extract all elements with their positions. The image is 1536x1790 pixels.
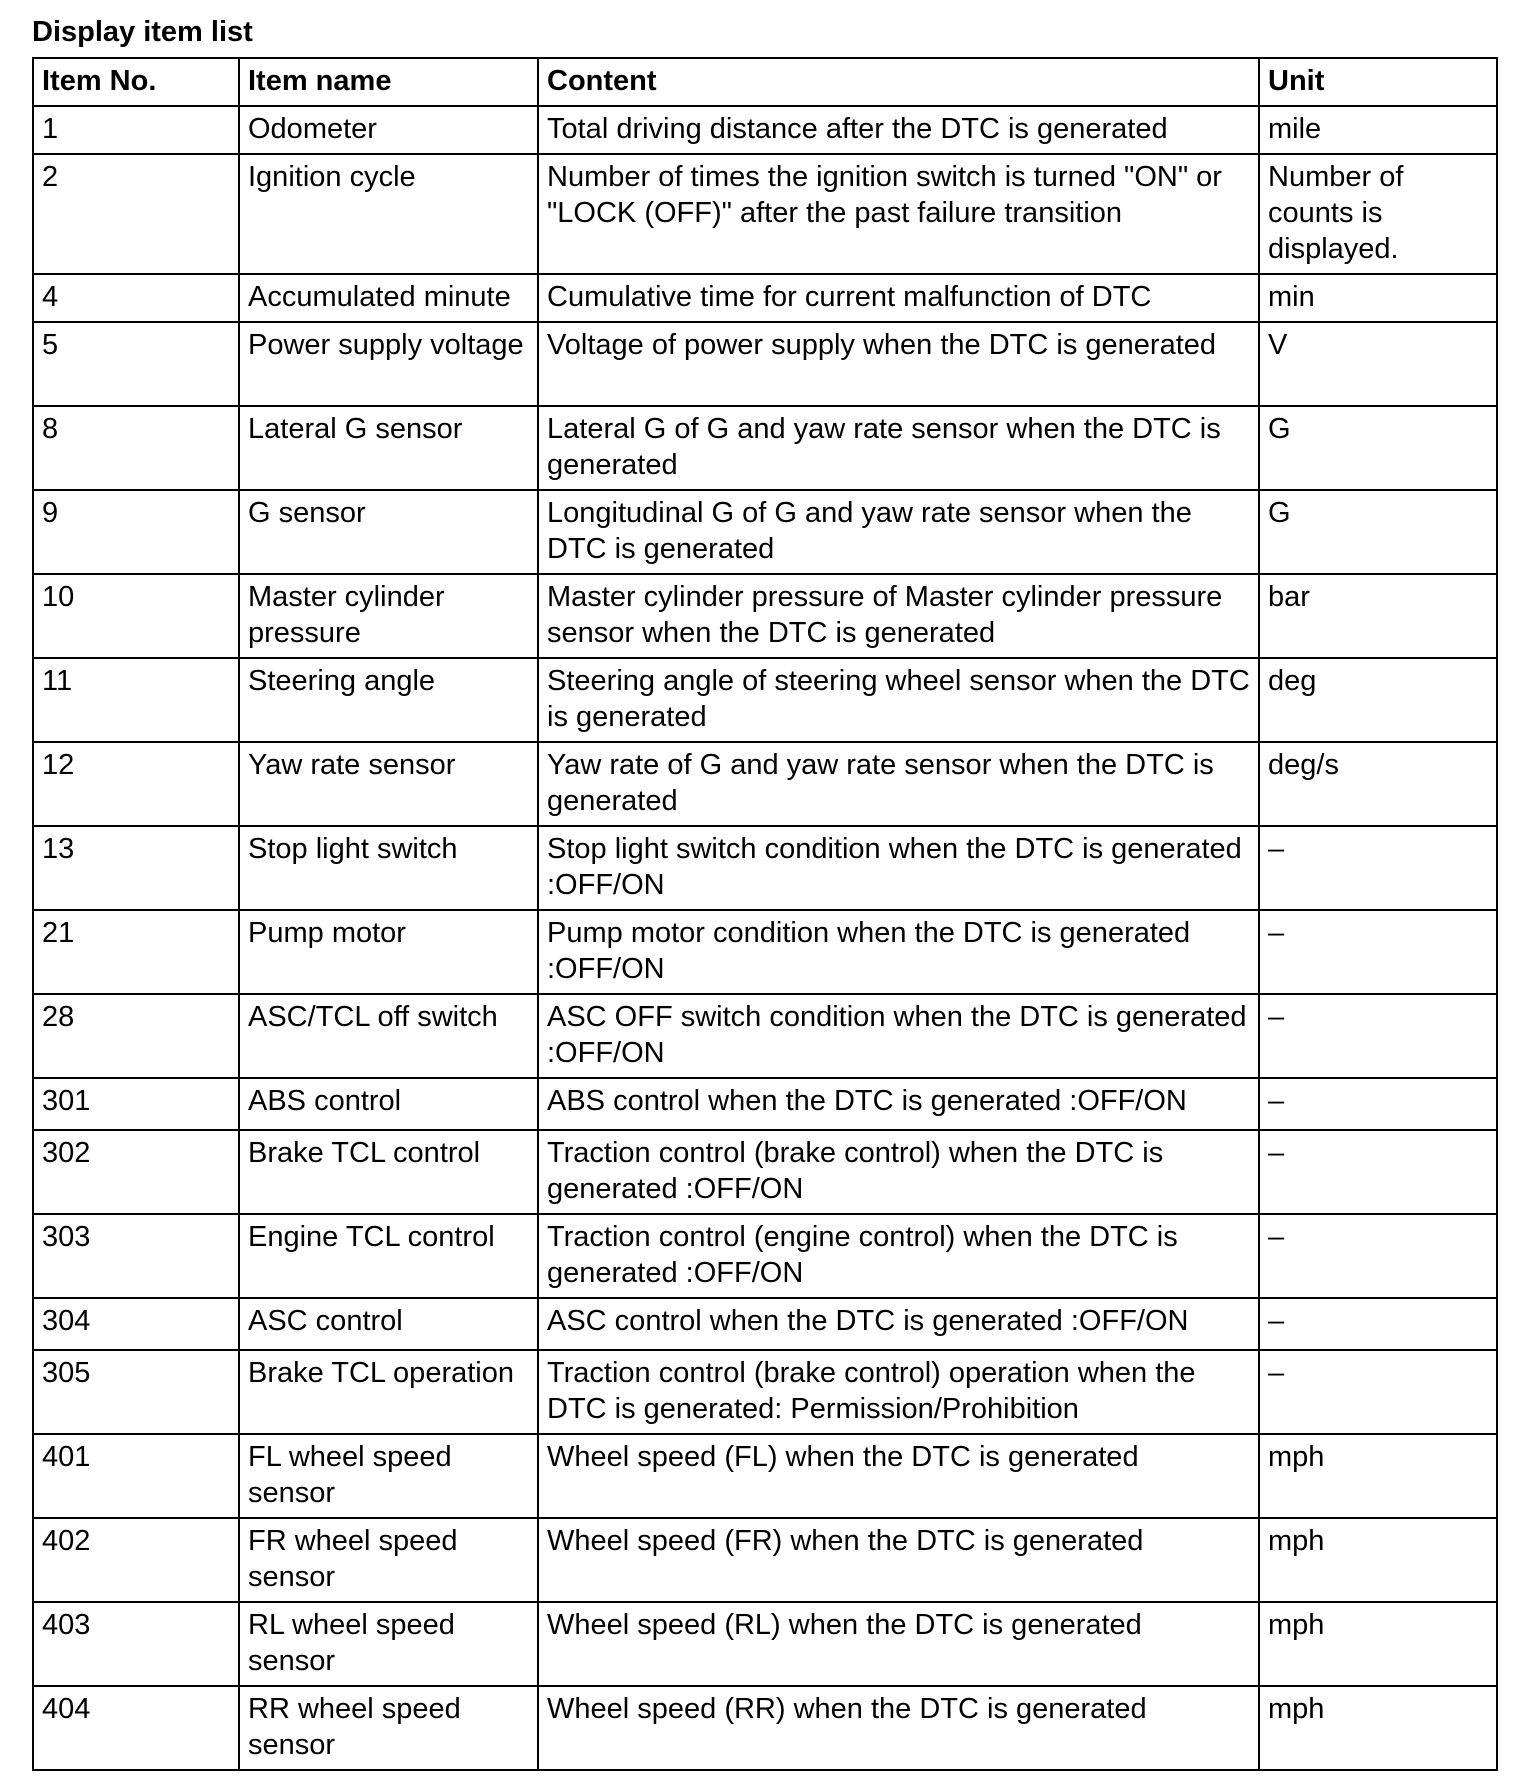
item-name-cell: Pump motor (239, 910, 538, 994)
content-cell: ASC control when the DTC is generated :OFF/ON (538, 1298, 1259, 1350)
item-name-cell: ABS control (239, 1078, 538, 1130)
unit-cell: mile (1259, 106, 1497, 154)
item-no-cell: 304 (33, 1298, 239, 1350)
table-row (33, 406, 1497, 490)
item-name-cell: FR wheel speed sensor (239, 1518, 538, 1602)
table-row (33, 106, 1497, 154)
unit-cell: – (1259, 826, 1497, 910)
unit-cell: – (1259, 994, 1497, 1078)
unit-cell: mph (1259, 1434, 1497, 1518)
table-row (33, 994, 1497, 1078)
item-no-cell: 9 (33, 490, 239, 574)
content-cell: Cumulative time for current malfunction of DTC (538, 274, 1259, 322)
item-name-cell: ASC control (239, 1298, 538, 1350)
table-header (33, 58, 1497, 106)
item-name-cell: G sensor (239, 490, 538, 574)
unit-cell: mph (1259, 1686, 1497, 1770)
content-cell: Traction control (brake control) operation when the DTC is generated: Permission/Prohibition (538, 1350, 1259, 1434)
item-no-cell: 404 (33, 1686, 239, 1770)
unit-cell: – (1259, 1214, 1497, 1298)
item-name-cell: Brake TCL control (239, 1130, 538, 1214)
table-row (33, 274, 1497, 322)
content-cell: Number of times the ignition switch is turned "ON" or "LOCK (OFF)" after the past failure transition (538, 154, 1259, 274)
header-content: Content (538, 58, 1259, 106)
header-item-name: Item name (239, 58, 538, 106)
item-no-cell: 21 (33, 910, 239, 994)
content-cell: Stop light switch condition when the DTC is generated :OFF/ON (538, 826, 1259, 910)
unit-cell: – (1259, 1130, 1497, 1214)
item-no-cell: 11 (33, 658, 239, 742)
unit-cell: G (1259, 406, 1497, 490)
unit-cell: bar (1259, 574, 1497, 658)
unit-cell: V (1259, 322, 1497, 406)
unit-cell: – (1259, 1350, 1497, 1434)
item-no-cell: 403 (33, 1602, 239, 1686)
unit-cell: mph (1259, 1518, 1497, 1602)
item-no-cell: 4 (33, 274, 239, 322)
item-name-cell: Engine TCL control (239, 1214, 538, 1298)
item-name-cell: Accumulated minute (239, 274, 538, 322)
unit-cell: G (1259, 490, 1497, 574)
display-item-table (32, 57, 1498, 1771)
table-row (33, 1518, 1497, 1602)
item-no-cell: 28 (33, 994, 239, 1078)
content-cell: Wheel speed (FL) when the DTC is generated (538, 1434, 1259, 1518)
unit-cell: deg/s (1259, 742, 1497, 826)
table-row (33, 1434, 1497, 1518)
item-name-cell: Master cylinder pressure (239, 574, 538, 658)
content-cell: Lateral G of G and yaw rate sensor when the DTC is generated (538, 406, 1259, 490)
item-name-cell: Yaw rate sensor (239, 742, 538, 826)
table-row (33, 1078, 1497, 1130)
unit-cell: deg (1259, 658, 1497, 742)
table-row (33, 658, 1497, 742)
content-cell: Yaw rate of G and yaw rate sensor when the DTC is generated (538, 742, 1259, 826)
content-cell: Traction control (engine control) when the DTC is generated :OFF/ON (538, 1214, 1259, 1298)
item-no-cell: 5 (33, 322, 239, 406)
item-no-cell: 1 (33, 106, 239, 154)
content-cell: Wheel speed (FR) when the DTC is generated (538, 1518, 1259, 1602)
item-no-cell: 2 (33, 154, 239, 274)
unit-cell: Number of counts is displayed. (1259, 154, 1497, 274)
table-body (33, 106, 1497, 1770)
item-name-cell: ASC/TCL off switch (239, 994, 538, 1078)
item-name-cell: Steering angle (239, 658, 538, 742)
content-cell: Master cylinder pressure of Master cylinder pressure sensor when the DTC is generated (538, 574, 1259, 658)
item-name-cell: Ignition cycle (239, 154, 538, 274)
table-row (33, 1298, 1497, 1350)
content-cell: Longitudinal G of G and yaw rate sensor when the DTC is generated (538, 490, 1259, 574)
content-cell: Steering angle of steering wheel sensor when the DTC is generated (538, 658, 1259, 742)
table-row (33, 1130, 1497, 1214)
table-row (33, 742, 1497, 826)
content-cell: ASC OFF switch condition when the DTC is generated :OFF/ON (538, 994, 1259, 1078)
content-cell: Voltage of power supply when the DTC is generated (538, 322, 1259, 406)
item-name-cell: RR wheel speed sensor (239, 1686, 538, 1770)
content-cell: Total driving distance after the DTC is generated (538, 106, 1259, 154)
item-no-cell: 13 (33, 826, 239, 910)
content-cell: Wheel speed (RR) when the DTC is generated (538, 1686, 1259, 1770)
item-name-cell: Lateral G sensor (239, 406, 538, 490)
header-item-no: Item No. (33, 58, 239, 106)
table-row (33, 1214, 1497, 1298)
unit-cell: – (1259, 1078, 1497, 1130)
unit-cell: – (1259, 910, 1497, 994)
table-row (33, 154, 1497, 274)
item-no-cell: 305 (33, 1350, 239, 1434)
table-row (33, 1686, 1497, 1770)
item-name-cell: Odometer (239, 106, 538, 154)
item-no-cell: 12 (33, 742, 239, 826)
item-no-cell: 10 (33, 574, 239, 658)
header-unit: Unit (1259, 58, 1497, 106)
item-name-cell: FL wheel speed sensor (239, 1434, 538, 1518)
table-row (33, 322, 1497, 406)
content-cell: ABS control when the DTC is generated :OFF/ON (538, 1078, 1259, 1130)
unit-cell: min (1259, 274, 1497, 322)
item-no-cell: 301 (33, 1078, 239, 1130)
item-no-cell: 302 (33, 1130, 239, 1214)
table-row (33, 910, 1497, 994)
unit-cell: mph (1259, 1602, 1497, 1686)
table-row (33, 1350, 1497, 1434)
item-no-cell: 8 (33, 406, 239, 490)
item-name-cell: Brake TCL operation (239, 1350, 538, 1434)
item-name-cell: Stop light switch (239, 826, 538, 910)
item-no-cell: 402 (33, 1518, 239, 1602)
content-cell: Traction control (brake control) when the DTC is generated :OFF/ON (538, 1130, 1259, 1214)
header-row (33, 58, 1497, 106)
content-cell: Wheel speed (RL) when the DTC is generated (538, 1602, 1259, 1686)
table-row (33, 1602, 1497, 1686)
item-name-cell: Power supply voltage (239, 322, 538, 406)
page-title: Display item list (32, 16, 253, 48)
table-row (33, 826, 1497, 910)
table-row (33, 574, 1497, 658)
content-cell: Pump motor condition when the DTC is generated :OFF/ON (538, 910, 1259, 994)
item-no-cell: 401 (33, 1434, 239, 1518)
unit-cell: – (1259, 1298, 1497, 1350)
table-row (33, 490, 1497, 574)
item-no-cell: 303 (33, 1214, 239, 1298)
item-name-cell: RL wheel speed sensor (239, 1602, 538, 1686)
